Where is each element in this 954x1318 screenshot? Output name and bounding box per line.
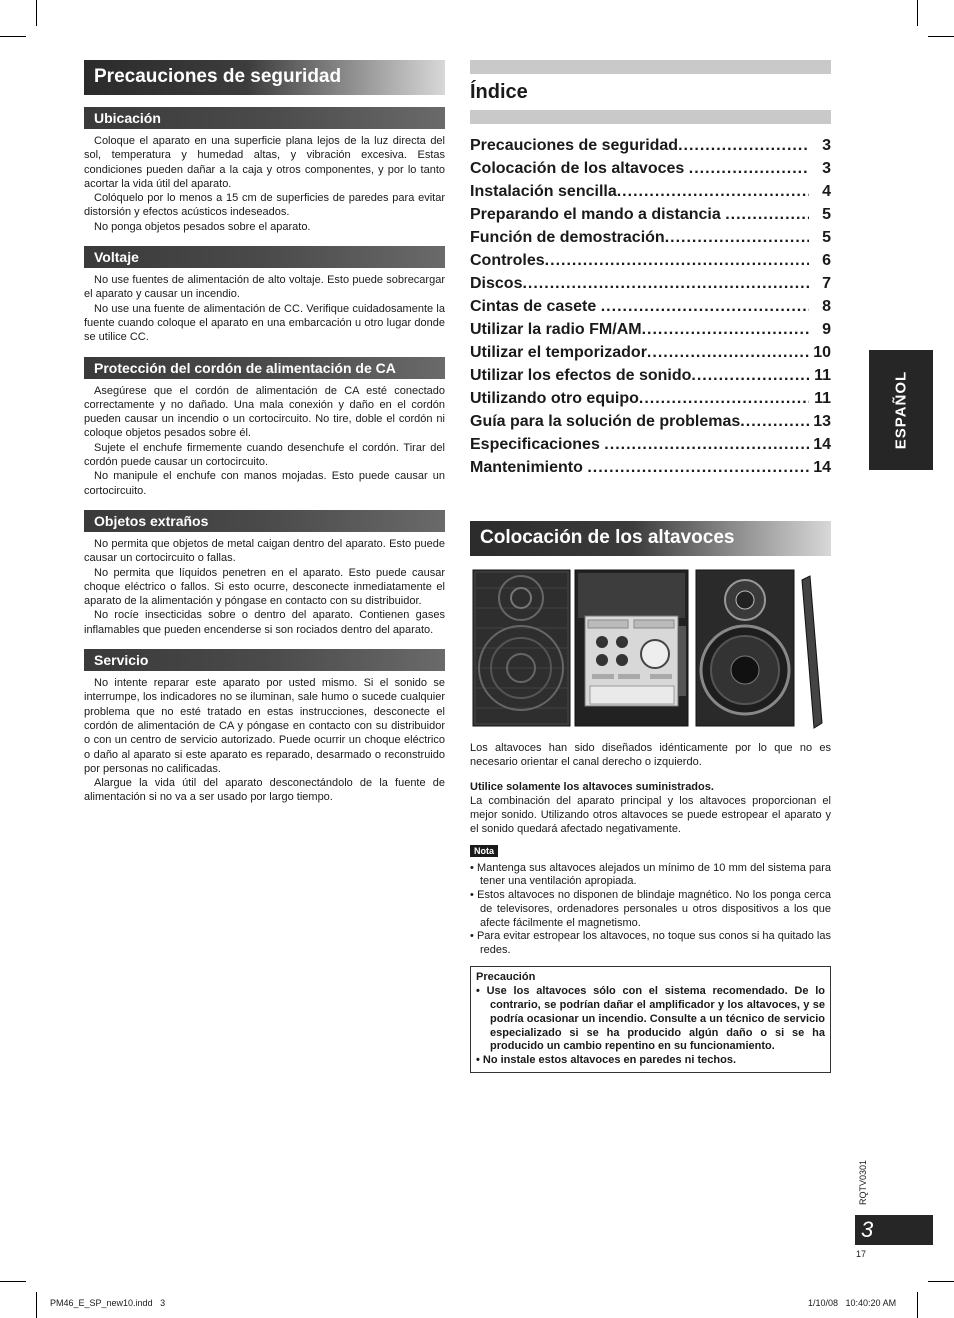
toc-entry[interactable] [470, 456, 831, 479]
toc-leader [604, 433, 809, 456]
safety-title: Precauciones de seguridad [84, 60, 445, 95]
toc-page: 7 [822, 275, 831, 292]
safety-section [84, 510, 445, 637]
index-top-bar [470, 60, 831, 74]
toc-entry[interactable] [470, 249, 831, 272]
toc-entry[interactable] [470, 134, 831, 157]
crop-mark [36, 0, 37, 26]
index-bottom-bar [470, 110, 831, 124]
language-tab [869, 350, 933, 470]
safety-column [84, 60, 445, 805]
crop-mark [928, 36, 954, 37]
notes-list [470, 862, 831, 958]
toc-page: 4 [822, 183, 831, 200]
footer-date: 1/10/08 10:40:20 AM [808, 1298, 897, 1308]
toc-entry[interactable] [470, 410, 831, 433]
section-heading: Servicio [84, 649, 445, 671]
toc-label: Cintas de casete [470, 298, 601, 315]
toc-entry[interactable] [470, 295, 831, 318]
crop-mark [0, 36, 26, 37]
toc-entry[interactable] [470, 364, 831, 387]
section-paragraph: No ponga objetos pesados sobre el aparato. [94, 220, 311, 233]
toc-page: 10 [813, 344, 831, 361]
safety-section [84, 107, 445, 234]
toc-leader [639, 387, 809, 410]
section-heading: Protección del cordón de alimentación de CA [84, 357, 445, 379]
toc-label: Preparando el mando a distancia [470, 206, 726, 223]
language-tab-label: ESPAÑOL [892, 370, 910, 450]
crop-mark [0, 1281, 26, 1282]
safety-section [84, 357, 445, 498]
toc-page: 14 [813, 436, 831, 453]
toc-entry[interactable] [470, 387, 831, 410]
toc-label: Especificaciones [470, 436, 605, 453]
footer-filename: PM46_E_SP_new10.indd 3 [50, 1298, 166, 1308]
toc-leader [740, 410, 809, 433]
toc-entry[interactable] [470, 341, 831, 364]
toc-leader [678, 134, 809, 157]
section-heading: Ubicación [84, 107, 445, 129]
toc-leader [587, 456, 809, 479]
section-paragraph: No intente reparar este aparato por usted mismo. Si el sonido se interrumpe, los indicadores no se iluminan, sale humo o sucede cualquier problema que no esté tratado en estas instrucciones, desconecte el cordón de alimentación de CA y póngase en contacto con su distribuidor o con un centro de servicio autorizado. Puede ocurrir un choque eléctrico o daño al aparato si este aparato es reparado, desarmado o reconstruido por personas no calificadas. [84, 677, 445, 775]
section-paragraph: No use una fuente de alimentación de CC. Verifique cuidadosamente la fuente cuando coloque el aparato en una embarcación u otro lugar donde se utilice CC. [84, 302, 445, 344]
toc-label: Utilizar la radio FM/AM [470, 321, 642, 338]
toc-page: 8 [822, 298, 831, 315]
note-item: • Mantenga sus altavoces alejados un mínimo de 10 mm del sistema para tener una ventilación apropiada. [470, 861, 831, 888]
toc-page: 14 [813, 459, 831, 476]
speakers-intro: Los altavoces han sido diseñados idénticamente por lo que no es necesario orientar el canal derecho o izquierdo. [470, 742, 831, 769]
section-paragraph: No use fuentes de alimentación de alto voltaje. Esto puede sobrecargar el aparato y causar un incendio. [84, 274, 445, 301]
caution-list [476, 985, 825, 1067]
note-item: • Estos altavoces no disponen de blindaje magnético. No los ponga cerca de televisores, ordenadores personales u otros dispositivos a los que afecte fácilmente el magnetismo. [470, 889, 831, 929]
toc-entry[interactable] [470, 272, 831, 295]
caution-item: • Use los altavoces sólo con el sistema recomendado. De lo contrario, se podrían dañar el amplificador y los altavoces, y se podría ocasionar un incendio. Consulte a un técnico de servicio especializado si se ha producido algún daño o si se ha producido un cambio repentino en su funcionamiento. [476, 985, 825, 1053]
nota-label: Nota [470, 845, 498, 857]
note-item: • Para evitar estropear los altavoces, no toque sus conos si ha quitado las redes. [470, 930, 831, 956]
toc-entry[interactable] [470, 433, 831, 456]
page-number: 3 [855, 1215, 933, 1245]
table-of-contents [470, 134, 831, 479]
caution-item: • No instale estos altavoces en paredes ni techos. [476, 1053, 737, 1066]
section-heading: Voltaje [84, 246, 445, 268]
section-heading: Objetos extraños [84, 510, 445, 532]
left-speaker-image [473, 570, 570, 726]
toc-leader [601, 295, 809, 318]
toc-leader [689, 157, 809, 180]
safety-section [84, 246, 445, 344]
toc-entry[interactable] [470, 226, 831, 249]
toc-label: Colocación de los altavoces [470, 160, 689, 177]
toc-page: 11 [814, 390, 831, 407]
toc-label: Función de demostración [470, 229, 665, 246]
right-speaker-image [696, 570, 822, 728]
section-paragraph: No permita que objetos de metal caigan dentro del aparato. Esto puede causar un cortocircuito o fallas. [84, 537, 445, 565]
section-paragraph: Colóquelo por lo menos a 15 cm de superficies de paredes para evitar distorsión y efectos acústicos indeseados. [84, 192, 445, 219]
toc-label: Discos [470, 275, 523, 292]
toc-leader [691, 364, 809, 387]
supplied-heading: Utilice solamente los altavoces suministrados. [470, 780, 714, 793]
toc-label: Utilizar los efectos de sonido [470, 367, 692, 384]
main-unit-image [575, 570, 688, 726]
caution-box [470, 966, 831, 1073]
speaker-system-illustration [470, 568, 831, 733]
section-paragraph: No permita que líquidos penetren en el aparato. Esto puede causar choque eléctrico o fallos. Si esto ocurre, desconecte inmediatamente el aparato de la alimentación y póngase en contacto con su distribuidor. [84, 566, 445, 608]
section-paragraph: Alargue la vida útil del aparato desconectándolo de la fuente de alimentación si no va a ser usado por largo tiempo. [84, 777, 445, 804]
section-paragraph: No rocíe insecticidas sobre o dentro del aparato. Contienen gases inflamables que pueden encenderse si son rociados dentro del aparato. [84, 609, 445, 636]
toc-leader [725, 203, 809, 226]
toc-label: Mantenimiento [470, 459, 588, 476]
toc-entry[interactable] [470, 180, 831, 203]
toc-page: 6 [822, 252, 831, 269]
toc-page: 11 [814, 367, 831, 384]
toc-page: 5 [822, 206, 831, 223]
index-title: Índice [470, 81, 528, 103]
toc-label: Precauciones de seguridad [470, 137, 679, 154]
toc-page: 3 [822, 137, 831, 154]
supplied-text: La combinación del aparato principal y los altavoces proporcionan el mejor sonido. Utilizando otros altavoces se puede estropear el aparato y el sonido quedará afectado negativamente. [470, 794, 831, 836]
toc-label: Controles [470, 252, 545, 269]
toc-label: Utilizar el temporizador [470, 344, 647, 361]
toc-entry[interactable] [470, 318, 831, 341]
sheet-number: 17 [856, 1249, 867, 1259]
section-paragraph: Asegúrese que el cordón de alimentación de CA esté conectado correctamente y no dañado. Una mala conexión y daño en el cordón pueden causar un incendio o un cortocircuito. No tire, doble el cordón ni coloque objetos pesados sobre él. [84, 384, 445, 440]
crop-mark [917, 0, 918, 26]
speakers-title: Colocación de los altavoces [470, 521, 831, 556]
section-paragraph: Sujete el enchufe firmemente cuando desenchufe el cordón. Tirar del cordón puede causar un cortocircuito. [84, 441, 445, 469]
toc-leader [642, 318, 809, 341]
toc-leader [522, 272, 809, 295]
section-paragraph: No manipule el enchufe con manos mojadas. Esto puede causar un cortocircuito. [84, 470, 445, 497]
toc-leader [545, 249, 809, 272]
crop-mark [36, 1292, 37, 1318]
toc-page: 9 [822, 321, 831, 338]
toc-entry[interactable] [470, 203, 831, 226]
section-paragraph: Coloque el aparato en una superficie plana lejos de la luz directa del sol, temperatura y humedad altas, y vibración excesiva. Estas condiciones pueden dañar a la caja y otros componentes, y por lo tanto acortar la vida útil del aparato. [84, 135, 445, 190]
toc-label: Guía para la solución de problemas [470, 413, 741, 430]
index-column [470, 60, 831, 1073]
toc-label: Instalación sencilla [470, 183, 617, 200]
safety-section [84, 649, 445, 805]
crop-mark [928, 1281, 954, 1282]
safety-sections [84, 107, 445, 805]
caution-title: Precaución [476, 970, 536, 983]
toc-leader [647, 341, 809, 364]
toc-label: Utilizando otro equipo [470, 390, 639, 407]
toc-page: 5 [822, 229, 831, 246]
toc-page: 13 [813, 413, 831, 430]
toc-leader [665, 226, 809, 249]
toc-entry[interactable] [470, 157, 831, 180]
toc-leader [617, 180, 809, 203]
crop-mark [917, 1292, 918, 1318]
toc-page: 3 [822, 160, 831, 177]
doc-code: RQTV0301 [858, 1159, 868, 1205]
